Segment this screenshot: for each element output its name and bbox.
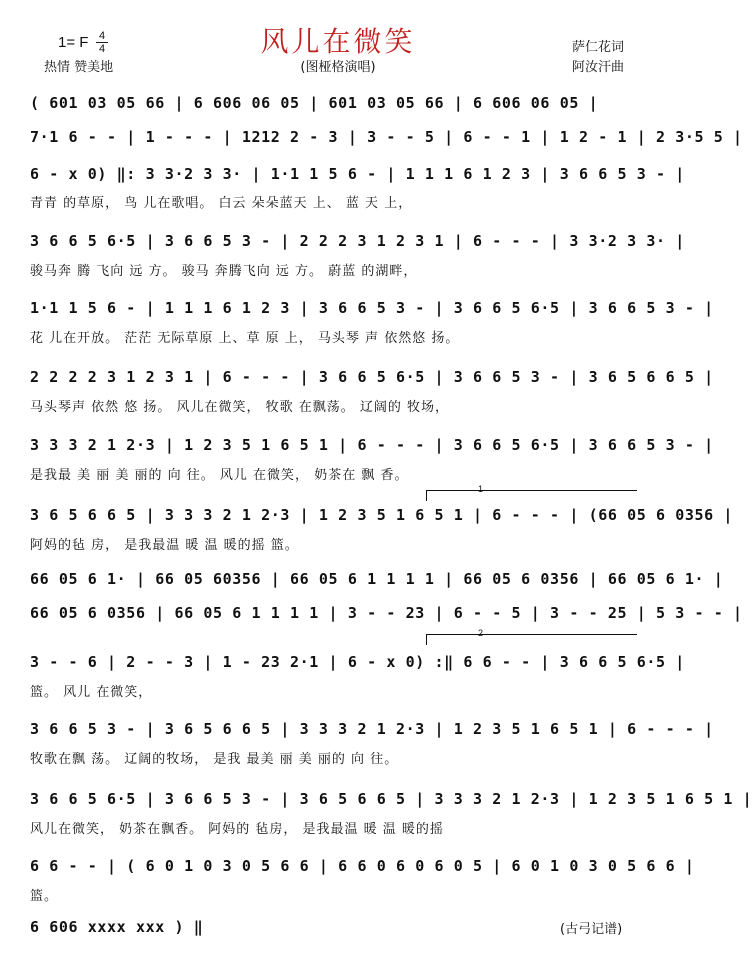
tempo-mood: 热情 赞美地 — [44, 60, 114, 75]
volta-1-label: 1 — [478, 484, 484, 494]
transcriber-credit: (古弓记谱) — [560, 922, 623, 937]
notation-line-11: 3 - - 6 | 2 - - 3 | 1 - 23 2·1 | 6 - x 0) :‖ 6 6 - - | 3 6 6 5 6·5 | — [30, 653, 685, 671]
key-signature: 1= F — [58, 34, 89, 51]
time-signature-bottom: 4 — [98, 43, 106, 55]
lyric-line-7: 是我最 美 丽 美 丽的 向 往。 风儿 在微笑， 奶茶在 飘 香。 — [30, 468, 409, 483]
notation-line-9: 66 05 6 1· | 66 05 60356 | 66 05 6 1 1 1 1 | 66 05 6 0356 | 66 05 6 1· | — [30, 570, 724, 588]
notation-line-5: 1·1 1 5 6 - | 1 1 1 6 1 2 3 | 3 6 6 5 3 - | 3 6 6 5 6·5 | 3 6 6 5 3 - | — [30, 299, 714, 317]
song-title: 风儿在微笑 — [260, 25, 416, 58]
time-signature-top: 4 — [96, 30, 108, 43]
composer: 阿汝汗曲 — [572, 60, 625, 75]
lyric-line-4: 骏马奔 腾 飞向 远 方。 骏马 奔腾飞向 远 方。 蔚蓝 的湖畔， — [30, 264, 418, 279]
volta-2-label: 2 — [478, 628, 484, 638]
lyric-line-5: 花 儿在开放。 茫茫 无际草原 上、草 原 上， 马头琴 声 依然悠 扬。 — [30, 331, 460, 346]
lyricist: 萨仁花词 — [572, 40, 625, 55]
lyric-line-11: 篮。 风儿 在微笑， — [30, 685, 153, 700]
notation-line-8: 3 6 5 6 6 5 | 3 3 3 2 1 2·3 | 1 2 3 5 1 6 5 1 | 6 - - - | (66 05 6 0356 | — [30, 506, 734, 524]
lyric-line-14: 篮。 — [30, 889, 59, 904]
notation-line-15: 6 606 xxxx xxx ) ‖ — [30, 918, 204, 936]
lyric-line-12: 牧歌在飘 荡。 辽阔的牧场， 是我 最美 丽 美 丽的 向 往。 — [30, 752, 399, 767]
notation-line-4: 3 6 6 5 6·5 | 3 6 6 5 3 - | 2 2 2 3 1 2 3 1 | 6 - - - | 3 3·2 3 3· | — [30, 232, 685, 250]
notation-line-6: 2 2 2 2 3 1 2 3 1 | 6 - - - | 3 6 6 5 6·5 | 3 6 6 5 3 - | 3 6 5 6 6 5 | — [30, 368, 714, 386]
notation-line-13: 3 6 6 5 6·5 | 3 6 6 5 3 - | 3 6 5 6 6 5 | 3 3 3 2 1 2·3 | 1 2 3 5 1 6 5 1 | — [30, 790, 752, 808]
notation-line-10: 66 05 6 0356 | 66 05 6 1 1 1 1 | 3 - - 23 | 6 - - 5 | 3 - - 25 | 5 3 - - | — [30, 604, 743, 622]
notation-line-1: ( 601 03 05 66 | 6 606 06 05 | 601 03 05 66 | 6 606 06 05 | — [30, 94, 599, 112]
lyric-line-13: 风儿在微笑， 奶茶在飘香。 阿妈的 毡房， 是我最温 暖 温 暖的摇 — [30, 822, 444, 837]
lyric-line-8: 阿妈的毡 房， 是我最温 暖 温 暖的摇 篮。 — [30, 538, 299, 553]
lyric-line-6: 马头琴声 依然 悠 扬。 风儿在微笑， 牧歌 在飘荡。 辽阔的 牧场， — [30, 400, 450, 415]
notation-line-3: 6 - x 0) ‖: 3 3·2 3 3· | 1·1 1 5 6 - | 1 1 1 6 1 2 3 | 3 6 6 5 3 - | — [30, 165, 685, 183]
volta-2-bracket — [426, 634, 637, 645]
notation-line-12: 3 6 6 5 3 - | 3 6 5 6 6 5 | 3 3 3 2 1 2·3 | 1 2 3 5 1 6 5 1 | 6 - - - | — [30, 720, 714, 738]
notation-line-7: 3 3 3 2 1 2·3 | 1 2 3 5 1 6 5 1 | 6 - - - | 3 6 6 5 6·5 | 3 6 6 5 3 - | — [30, 436, 714, 454]
singer: (图桠格演唱) — [300, 60, 376, 75]
notation-line-14: 6 6 - - | ( 6 0 1 0 3 0 5 6 6 | 6 6 0 6 0 6 0 5 | 6 0 1 0 3 0 5 6 6 | — [30, 857, 695, 875]
notation-line-2: 7·1 6 - - | 1 - - - | 1212 2 - 3 | 3 - - 5 | 6 - - 1 | 1 2 - 1 | 2 3·5 5 | — [30, 128, 743, 146]
lyric-line-3: 青青 的草原， 鸟 儿在歌唱。 白云 朵朵蓝天 上、 蓝 天 上， — [30, 196, 413, 211]
volta-1-bracket — [426, 490, 637, 501]
